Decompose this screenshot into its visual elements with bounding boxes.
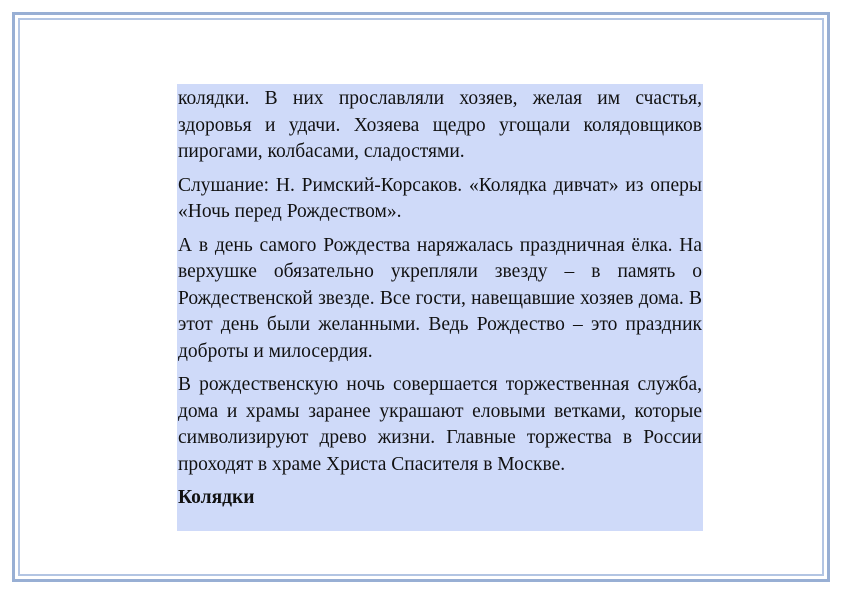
text-block	[177, 84, 703, 531]
paragraph-christmas-service: В рождественскую ночь совершается торжественная служба, дома и храмы заранее украшают еловыми ветками, которые символизируют древо жизни. Главные торжества в России проходят в храме Христа Спасителя в Москве.	[178, 374, 702, 475]
section-heading: Колядки	[178, 487, 255, 508]
paragraph-listening: Слушание: Н. Римский-Корсаков. «Колядка дивчат» из оперы «Ночь перед Рождеством».	[178, 174, 702, 222]
paragraph-christmas-tree: А в день самого Рождества наряжалась праздничная ёлка. На верхушке обязательно укрепляли звезду – в память о Рождественской звезде. Все гости, навещавшие хозяев дома. В этот день были желанными. Ведь Рождество – это праздник доброты и милосердия.	[178, 234, 702, 362]
paragraph-carols: колядки. В них прославляли хозяев, желая им счастья, здоровья и удачи. Хозяева щедро угощали колядовщиков пирогами, колбасами, сладостями.	[178, 88, 702, 162]
